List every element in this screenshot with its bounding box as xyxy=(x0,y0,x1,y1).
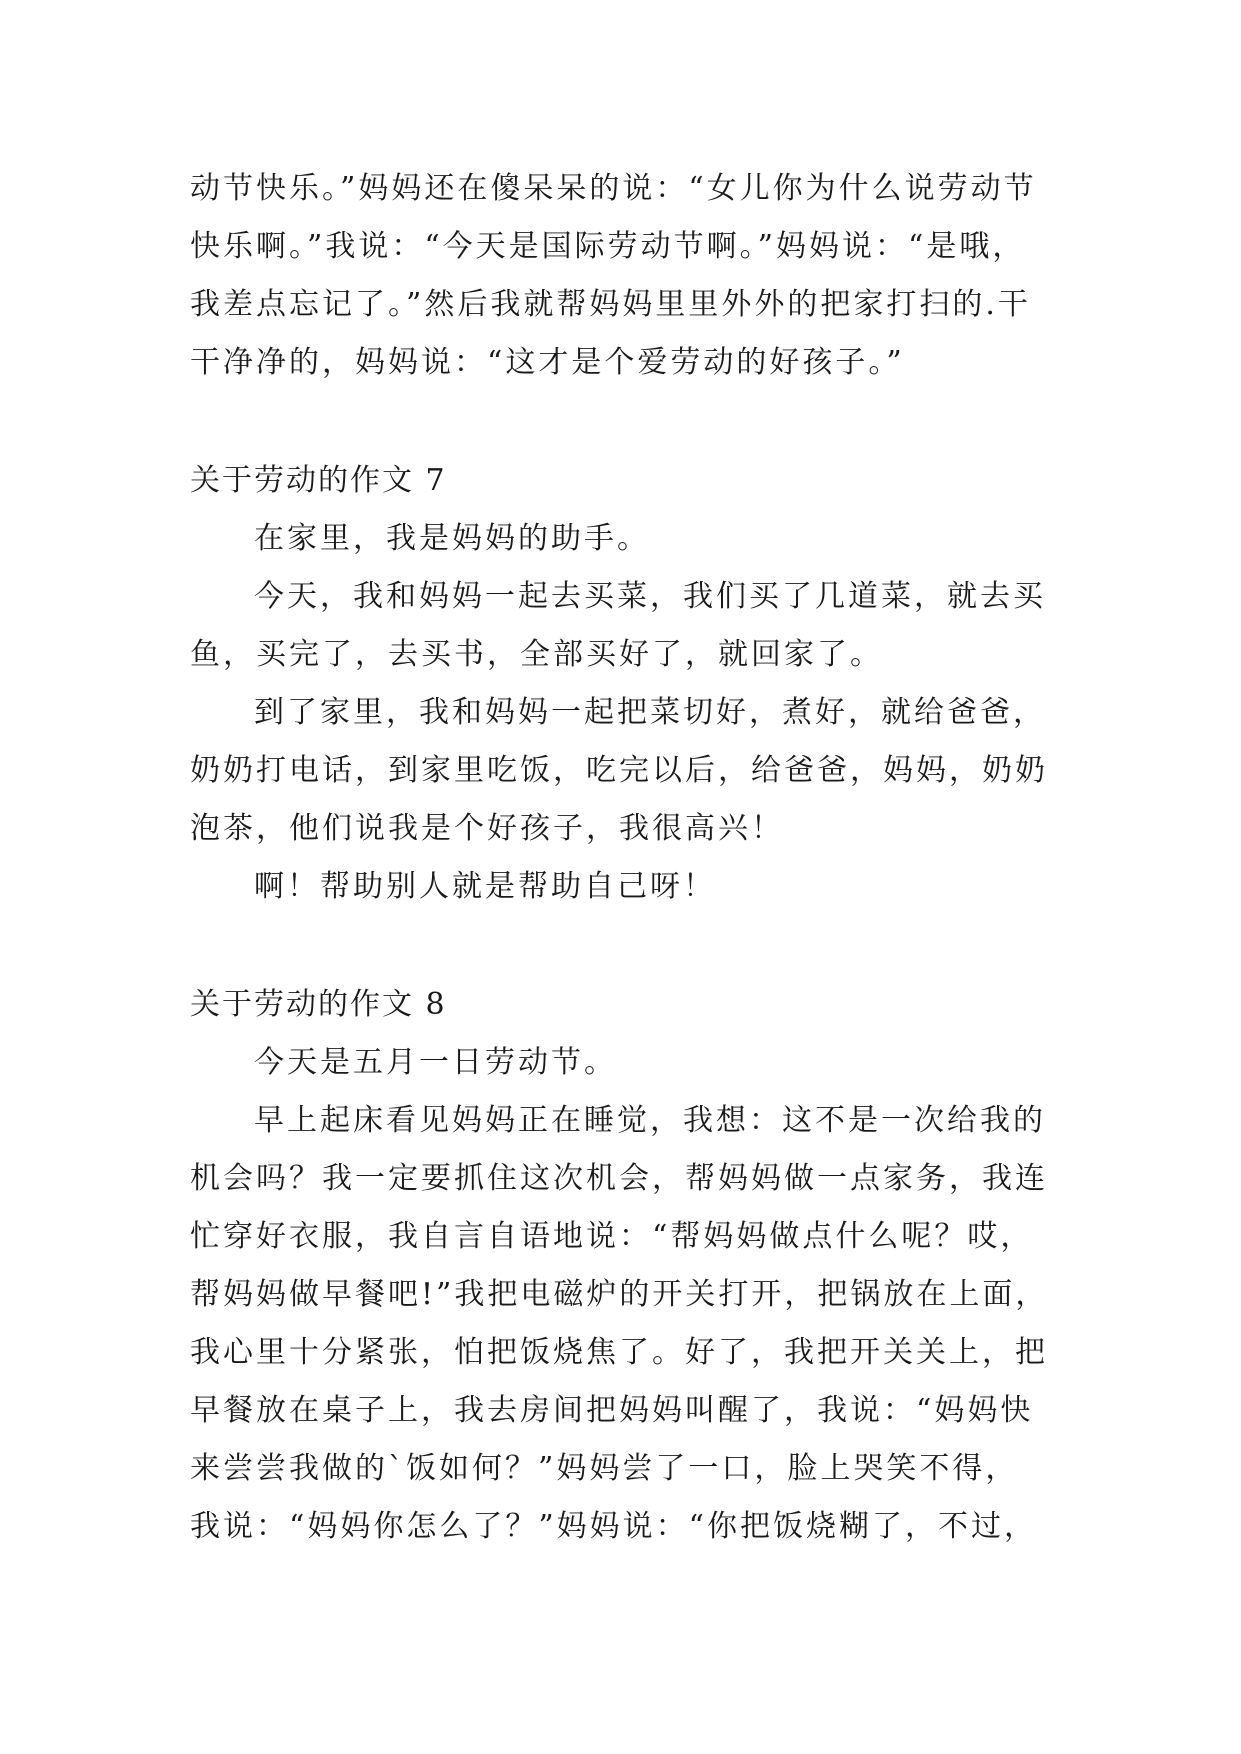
essay-7-paragraph-1 xyxy=(190,510,1090,568)
text-line: 泡茶，他们说我是个好孩子，我很高兴！ xyxy=(190,811,784,846)
text-line: 啊！帮助别人就是帮助自己呀！ xyxy=(254,869,716,904)
text-line: 我差点忘记了。”然后我就帮妈妈里里外外的把家打扫的.干 xyxy=(190,287,1031,322)
text-line: 帮妈妈做早餐吧!”我把电磁炉的开关打开，把锅放在上面， xyxy=(190,1277,1049,1312)
text-line: 我心里十分紧张，怕把饭烧焦了。好了，我把开关关上，把 xyxy=(190,1335,1048,1370)
text-line: 干净净的，妈妈说：“这才是个爱劳动的好孩子。” xyxy=(190,345,905,380)
text-line: 早餐放在桌子上，我去房间把妈妈叫醒了，我说：“妈妈快 xyxy=(190,1393,1034,1428)
essay-8-paragraph-2 xyxy=(190,1092,1090,1556)
text-line: 来尝尝我做的`饭如何？”妈妈尝了一口，脸上哭笑不得， xyxy=(190,1451,1019,1486)
essay-title-8: 关于劳动的作文 8 xyxy=(190,987,447,1022)
section-gap xyxy=(190,916,1090,976)
text-line: 忙穿好衣服，我自言自语地说：“帮妈妈做点什么呢？哎， xyxy=(190,1219,1034,1254)
document-page xyxy=(190,160,1090,1556)
essay-7-paragraph-2 xyxy=(190,568,1090,684)
paragraph-continuation xyxy=(190,160,1090,392)
text-line: 快乐啊。”我说：“今天是国际劳动节啊。”妈妈说：“是哦， xyxy=(190,229,1026,264)
text-line: 今天，我和妈妈一起去买菜，我们买了几道菜，就去买 xyxy=(254,579,1046,614)
essay-8-paragraph-1 xyxy=(190,1034,1090,1092)
text-line: 动节快乐。”妈妈还在傻呆呆的说：“女儿你为什么说劳动节 xyxy=(190,171,1037,206)
text-line: 奶奶打电话，到家里吃饭，吃完以后，给爸爸，妈妈，奶奶 xyxy=(190,753,1048,788)
essay-7-paragraph-4 xyxy=(190,858,1090,916)
text-line: 早上起床看见妈妈正在睡觉，我想：这不是一次给我的 xyxy=(254,1103,1046,1138)
text-line: 今天是五月一日劳动节。 xyxy=(254,1045,617,1080)
text-line: 鱼，买完了，去买书，全部买好了，就回家了。 xyxy=(190,637,883,672)
essay-title-7: 关于劳动的作文 7 xyxy=(190,463,447,498)
text-line: 在家里，我是妈妈的助手。 xyxy=(254,521,650,556)
essay-7-paragraph-3 xyxy=(190,684,1090,858)
text-line: 机会吗？我一定要抓住这次机会，帮妈妈做一点家务，我连 xyxy=(190,1161,1048,1196)
text-line: 到了家里，我和妈妈一起把菜切好，煮好，就给爸爸， xyxy=(254,695,1046,730)
section-gap xyxy=(190,392,1090,452)
text-line: 我说：“妈妈你怎么了？”妈妈说：“你把饭烧糊了，不过， xyxy=(190,1509,1038,1544)
